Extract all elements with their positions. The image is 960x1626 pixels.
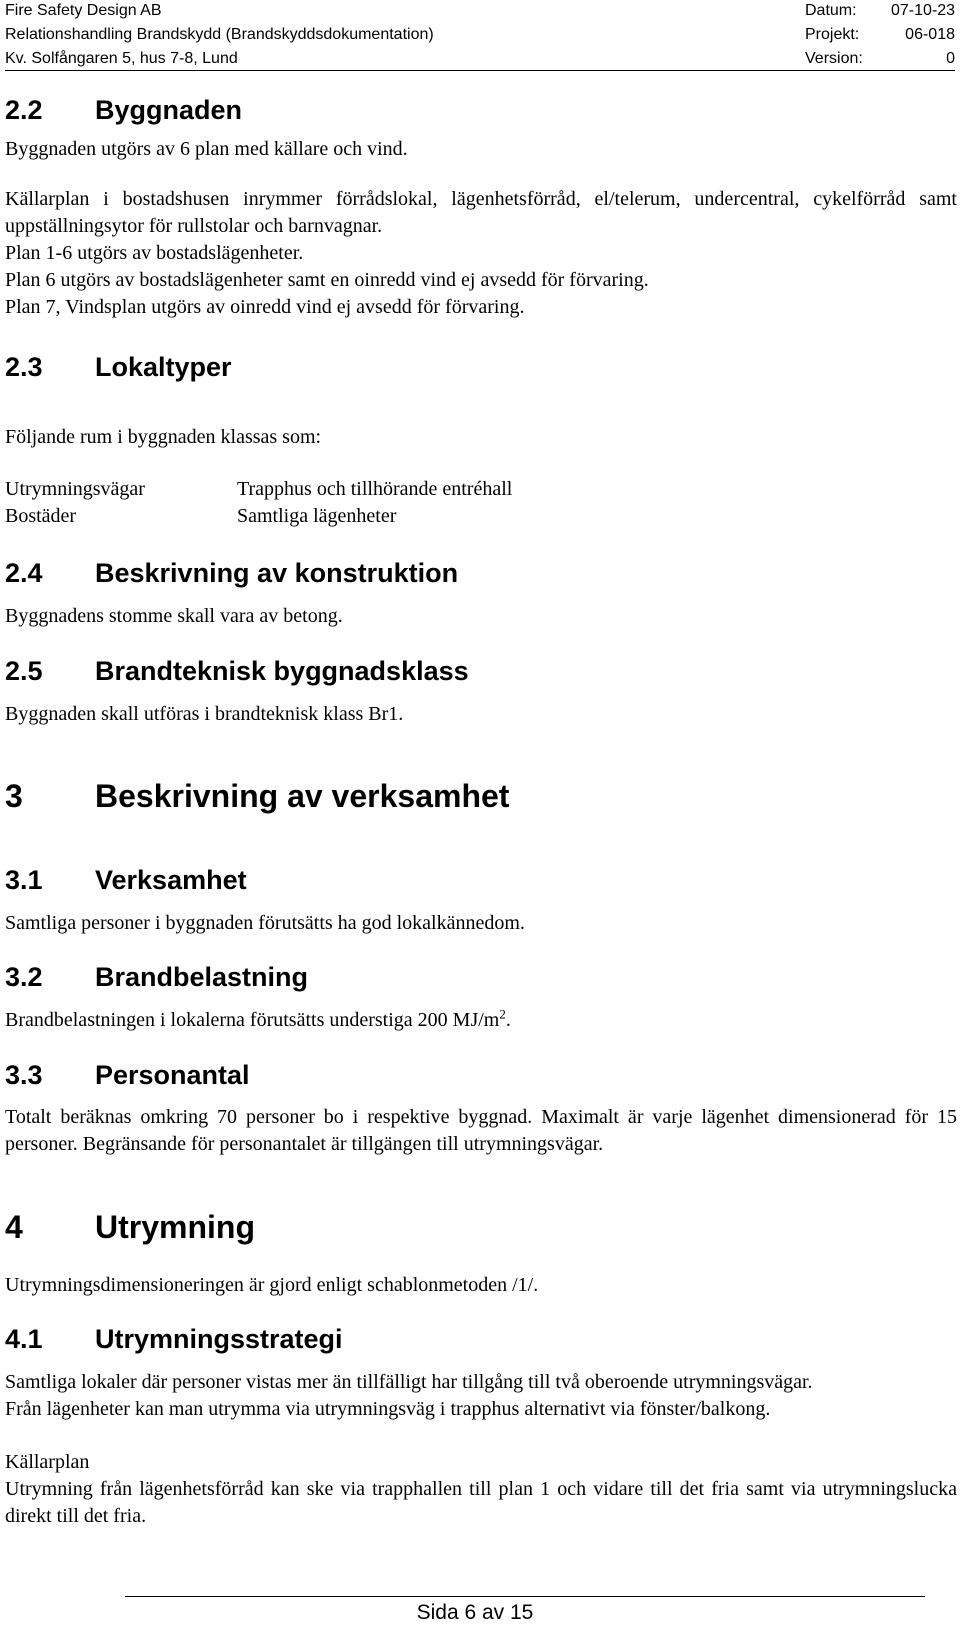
header-row-document <box>5 24 955 48</box>
paragraph: Källarplan i bostadshusen inrymmer förrådslokal, lägenhetsförråd, el/telerum, undercentral, cykelförråd samt uppställningsytor för rullstolar och barnvagnar. <box>5 188 957 237</box>
heading-title: Brandteknisk byggnadsklass <box>95 656 469 686</box>
paragraph <box>5 1007 957 1034</box>
paragraph: Samtliga personer i byggnaden förutsätts ha god lokalkännedom. <box>5 912 525 934</box>
text-run: Brandbelastningen i lokalerna förutsätts understiga 200 MJ/m <box>5 1009 500 1031</box>
paragraph: Utrymning från lägenhetsförråd kan ske via trapphallen till plan 1 och vidare till det fria samt via utrymningslucka direkt till det fria. <box>5 1478 957 1527</box>
room-description: Trapphus och tillhörande entréhall <box>237 478 513 500</box>
heading-4 <box>5 1208 255 1246</box>
heading-number: 2.5 <box>5 656 43 686</box>
heading-3-1 <box>5 864 247 896</box>
paragraph: Följande rum i byggnaden klassas som: <box>5 426 322 448</box>
heading-3-2 <box>5 961 308 993</box>
heading-4-1 <box>5 1323 343 1355</box>
date-label: Datum: <box>805 2 857 19</box>
heading-3-3 <box>5 1059 250 1091</box>
heading-title: Personantal <box>95 1060 250 1090</box>
project-label: Projekt: <box>805 26 860 43</box>
heading-2-3 <box>5 351 232 383</box>
paragraph: Från lägenheter kan man utrymma via utrymningsväg i trapphus alternativt via fönster/balkong. <box>5 1398 771 1420</box>
paragraph: Plan 1-6 utgörs av bostadslägenheter. <box>5 242 304 264</box>
heading-title: Lokaltyper <box>95 352 232 382</box>
paragraph: Källarplan <box>5 1451 90 1473</box>
paragraph: Byggnaden skall utföras i brandteknisk klass Br1. <box>5 703 404 725</box>
heading-number: 2.3 <box>5 352 43 382</box>
paragraph: Byggnadens stomme skall vara av betong. <box>5 605 343 627</box>
heading-number: 4 <box>5 1209 23 1245</box>
property-address: Kv. Solfångaren 5, hus 7-8, Lund <box>5 50 238 67</box>
heading-title: Beskrivning av verksamhet <box>95 778 510 814</box>
page-header <box>5 0 955 72</box>
heading-title: Beskrivning av konstruktion <box>95 558 459 588</box>
paragraph: Totalt beräknas omkring 70 personer bo i respektive byggnad. Maximalt är varje lägenhet dimensionerad för 15 personer. Begränsande för personantalet är tillgängen till utrymningsvägar. <box>5 1106 957 1155</box>
heading-2-5 <box>5 655 469 687</box>
heading-number: 3 <box>5 778 23 814</box>
superscript: 2 <box>499 1006 506 1022</box>
page-number: Sida 6 av 15 <box>416 1601 534 1624</box>
version-label: Version: <box>805 50 863 67</box>
heading-title: Utrymningsstrategi <box>95 1324 343 1354</box>
heading-3 <box>5 777 509 815</box>
paragraph: Samtliga lokaler där personer vistas mer än tillfälligt har tillgång till två oberoende utrymningsvägar. <box>5 1371 813 1393</box>
paragraph: Byggnaden utgörs av 6 plan med källare och vind. <box>5 138 408 160</box>
header-row-address <box>5 48 955 72</box>
heading-title: Utrymning <box>95 1209 255 1245</box>
room-type: Utrymningsvägar <box>5 478 145 500</box>
project-value: 06-018 <box>905 26 955 43</box>
room-type: Bostäder <box>5 505 77 527</box>
paragraph: Plan 6 utgörs av bostadslägenheter samt en oinredd vind ej avsedd för förvaring. <box>5 269 649 291</box>
text-run: . <box>505 1009 511 1031</box>
paragraph: Utrymningsdimensioneringen är gjord enligt schablonmetoden /1/. <box>5 1274 539 1296</box>
heading-title: Verksamhet <box>95 865 247 895</box>
heading-title: Brandbelastning <box>95 962 309 992</box>
version-value: 0 <box>946 50 955 67</box>
company-name: Fire Safety Design AB <box>5 2 162 19</box>
heading-number: 3.1 <box>5 865 43 895</box>
heading-number: 4.1 <box>5 1324 43 1354</box>
footer-divider <box>125 1596 925 1597</box>
heading-number: 2.2 <box>5 95 43 125</box>
heading-number: 3.3 <box>5 1060 43 1090</box>
paragraph: Plan 7, Vindsplan utgörs av oinredd vind ej avsedd för förvaring. <box>5 296 525 318</box>
room-description: Samtliga lägenheter <box>237 505 397 527</box>
header-divider <box>5 70 955 71</box>
heading-2-2 <box>5 94 242 126</box>
document-title: Relationshandling Brandskydd (Brandskyddsdokumentation) <box>5 26 434 43</box>
heading-number: 3.2 <box>5 962 43 992</box>
date-value: 07-10-23 <box>890 2 955 19</box>
header-row-company <box>5 0 955 24</box>
heading-number: 2.4 <box>5 558 43 588</box>
heading-2-4 <box>5 557 458 589</box>
heading-title: Byggnaden <box>95 95 243 125</box>
